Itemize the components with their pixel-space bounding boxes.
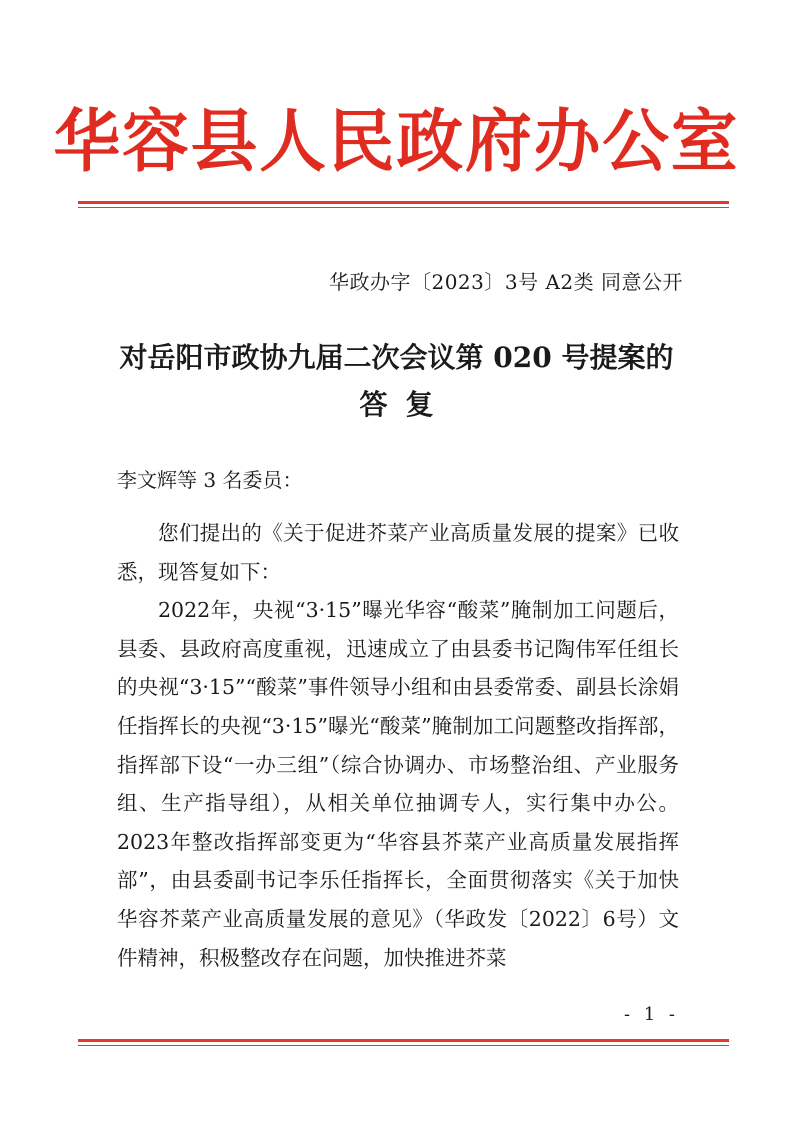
document-title-line-2: 答复 (359, 388, 452, 421)
issuing-organization-header: 华容县人民政府办公室 (53, 102, 740, 182)
salutation: 李文辉等 3 名委员： (117, 468, 303, 492)
body-paragraph-2: 2022年，央视“3·15”曝光华容“酸菜”腌制加工问题后，县委、县政府高度重视，迅速成立了由县委书记陶伟军任组长的央视“3·15”“酸菜”事件领导小组和由县委常委、副县长涂娟任指挥长的央视“3·15”曝光“酸菜”腌制加工问题整改指挥部，指挥部下设“一办三组”（综合协调办、市场整治组、产业服务组、生产指导组），从相关单位抽调专人，实行集中办公。2023年整改指挥部变更为“华容县芥菜产业高质量发展指挥部”，由县委副书记李乐任指挥长，全面贯彻落实《关于加快华容芥菜产业高质量发展的意见》（华政发〔2022〕6号）文件精神，积极整改存在问题，加快推进芥菜 (117, 598, 679, 970)
footer-red-rule (78, 1039, 729, 1042)
body-paragraph-1: 您们提出的《关于促进芥菜产业高质量发展的提案》已收悉，现答复如下： (117, 521, 679, 584)
body-text (117, 514, 679, 977)
header-red-rule (78, 201, 729, 204)
document-title-line-1: 对岳阳市政协九届二次会议第 020 号提案的 (119, 341, 674, 374)
page-number: - 1 - (623, 1004, 679, 1025)
document-number: 华政办字〔2023〕3号 A2类 同意公开 (328, 270, 683, 294)
